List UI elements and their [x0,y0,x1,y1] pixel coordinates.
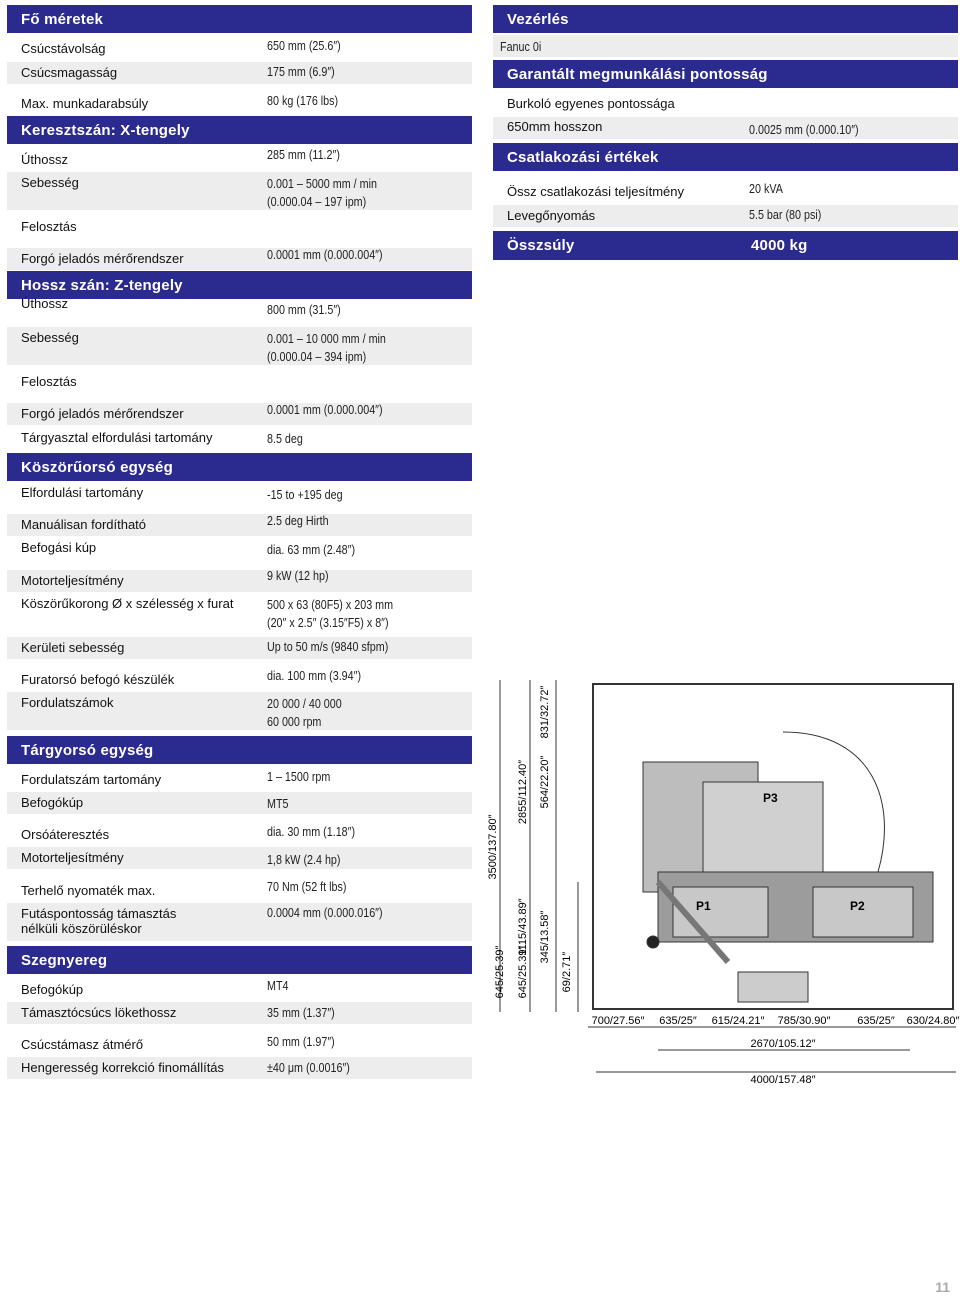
foMeretek-row [7,41,472,63]
szegnyereg-row [7,1037,472,1059]
koszoruorso-row [7,569,472,595]
xTengely-row [7,175,472,213]
spec-value: dia. 63 mm (2.48″) [267,543,356,557]
spec-label: Köszörűkorong Ø x szélesség x furat [21,596,234,611]
label-p1: P1 [696,899,711,913]
spec-value: 0.0004 mm (0.000.016″) [267,906,383,920]
osszsuly-value: 4000 kg [751,237,808,254]
spec-label: Fordulatszámok [21,695,114,710]
szegnyereg-row [7,1005,472,1027]
targyorso-row [7,795,472,817]
spec-label: Forgó jeladós mérőrendszer [21,251,184,266]
page-number: 11 [935,1279,950,1295]
targyorso-row [7,850,472,872]
operator-icon [738,972,808,1002]
csatl-label-1: Levegőnyomás [507,208,596,223]
spec-value: 500 x 63 (80F5) x 203 mm (20″ x 2.5″ (3.15″F5) x 8″) [267,598,394,630]
spec-value: 285 mm (11.2″) [267,148,340,162]
zTengely-row [7,296,472,318]
szegnyereg-row [7,979,472,1004]
vezerles-value: Fanuc 0i [500,40,542,54]
xTengely-row [7,148,472,174]
horizontal-dimension-label: 635/25″ [857,1015,895,1027]
spec-value: 0.0001 mm (0.000.004″) [267,248,383,262]
csatl-value-0: 20 kVA [749,182,783,196]
vertical-dimension-label: 345/13.58″ [539,910,551,964]
spec-value: 0.001 – 10 000 mm / min (0.000.04 – 394 ipm) [267,332,386,364]
spec-label: Futáspontosság támasztás nélküli köszörüléskor [21,906,177,936]
spec-label: Orsóáteresztés [21,827,110,842]
szegnyereg-row [7,1060,472,1082]
spec-label: Sebesség [21,175,79,190]
koszoruorso-header [7,453,472,481]
zTengely-row [7,403,472,428]
vertical-dimension-label: 3500/137.80″ [487,814,499,880]
spec-label: Kerületi sebesség [21,640,125,655]
z-tengely-header [7,271,472,299]
xTengely-row [7,248,472,273]
targyorso-row [7,827,472,849]
vertical-dimension-label: 645/25.39″ [517,945,529,999]
foMeretek-row [7,96,472,118]
vezerles-header [493,5,958,33]
spec-label: Forgó jeladós mérőrendszer [21,406,184,421]
spec-value: Up to 50 m/s (9840 sfpm) [267,640,389,654]
origin-mark [647,936,659,948]
spec-value: -15 to +195 deg [267,488,343,502]
label-p3: P3 [763,791,778,805]
targyorso-header [7,736,472,764]
pontossag-header [493,60,958,88]
spec-value: 0.0001 mm (0.000.004″) [267,403,383,417]
spec-value: 175 mm (6.9″) [267,65,335,79]
osszsuly-header [493,231,958,260]
pontossag-line2: 650mm hosszon [507,119,603,134]
spec-label: Támasztócsúcs lökethossz [21,1005,177,1020]
fo-meretek-title: Fő méretek [21,10,104,28]
horizontal-dimension-label: 635/25″ [659,1015,697,1027]
spec-label: Befogási kúp [21,540,97,555]
pontossag-value: 0.0025 mm (0.000.10″) [749,123,859,137]
spec-value: 70 Nm (52 ft lbs) [267,880,347,894]
koszoruorso-row [7,540,472,562]
spec-label: Fordulatszám tartomány [21,772,162,787]
pontossag-line1: Burkoló egyenes pontossága [507,96,675,111]
spec-value: dia. 100 mm (3.94″) [267,669,362,683]
koszoruorso-row [7,596,472,634]
z-tengely-title: Hossz szán: Z-tengely [21,276,183,294]
spec-label: Sebesség [21,330,79,345]
pontossag-title: Garantált megmunkálási pontosság [507,65,768,83]
zTengely-row [7,330,472,368]
spec-label: Csúcstávolság [21,41,106,56]
koszoruorso-row [7,669,472,694]
spec-value: ±40 μm (0.0016″) [267,1061,350,1075]
machine-layout-drawing [478,672,960,1092]
spec-value: 0.001 – 5000 mm / min (0.000.04 – 197 ipm) [267,177,377,209]
label-p2: P2 [850,899,865,913]
spec-label: Tárgyasztal elfordulási tartomány [21,430,213,445]
total-width-1: 2670/105.12″ [750,1038,816,1050]
vezerles-title: Vezérlés [507,10,569,28]
spec-value: 1,8 kW (2.4 hp) [267,853,341,867]
szegnyereg-header [7,946,472,974]
spec-label: Manuálisan fordítható [21,517,147,532]
horizontal-dimension-label: 700/27.56″ [591,1015,645,1027]
spec-label: Úthossz [21,152,68,167]
koszoruorso-row [7,485,472,507]
spec-value: 1 – 1500 rpm [267,770,331,784]
horizontal-dimension-label: 785/30.90″ [777,1015,831,1027]
vertical-dimension-label: 564/22.20″ [539,755,551,809]
koszoruorso-title: Köszörűorsó egység [21,458,173,476]
koszoruorso-row [7,514,472,539]
spec-value: 80 kg (176 lbs) [267,94,339,108]
spec-label: Felosztás [21,374,77,389]
spec-label: Terhelő nyomaték max. [21,883,156,898]
csatl-value-1: 5.5 bar (80 psi) [749,208,822,222]
spec-value: 650 mm (25.6″) [267,39,341,53]
csatlakozas-title: Csatlakozási értékek [507,148,659,166]
horizontal-dimension-label: 630/24.80″ [906,1015,960,1027]
csatl-label-0: Össz csatlakozási teljesítmény [507,184,685,199]
spec-value: 9 kW (12 hp) [267,569,329,583]
spec-label: Motorteljesítmény [21,573,124,588]
x-tengely-title: Keresztszán: X-tengely [21,121,190,139]
spec-value: MT4 [267,979,289,993]
spec-label: Furatorsó befogó készülék [21,672,175,687]
spec-value: MT5 [267,797,289,811]
spec-label: Befogókúp [21,795,84,810]
spec-label: Csúcstámasz átmérő [21,1037,144,1052]
osszsuly-title: Összsúly [507,237,575,254]
spec-value: 800 mm (31.5″) [267,303,341,317]
spec-label: Max. munkadarabsúly [21,96,149,111]
spec-label: Motorteljesítmény [21,850,124,865]
spec-label: Úthossz [21,296,68,311]
spec-label: Hengeresség korrekció finomállítás [21,1060,225,1075]
foMeretek-row [7,65,472,87]
spec-label: Felosztás [21,219,77,234]
spec-value: 2.5 deg Hirth [267,514,329,528]
vertical-dimension-label: 831/32.72″ [539,685,551,739]
koszoruorso-row [7,640,472,662]
szegnyereg-title: Szegnyereg [21,951,108,969]
targyorso-row [7,880,472,905]
spec-value: 50 mm (1.97″) [267,1035,335,1049]
horizontal-dimension-label: 615/24.21″ [711,1015,765,1027]
zTengely-row [7,374,472,396]
koszoruorso-row [7,695,472,733]
zTengely-row [7,430,472,452]
xTengely-row [7,219,472,241]
vertical-dimension-label: 69/2.71″ [561,951,573,993]
spec-value: 35 mm (1.37″) [267,1006,335,1020]
spec-label: Befogókúp [21,982,84,997]
x-tengely-header [7,116,472,144]
fo-meretek-header [7,5,472,33]
vertical-dimension-label: 645/25.39″ [494,945,506,999]
vertical-dimension-label: 2855/112.40″ [517,759,529,825]
spec-label: Csúcsmagasság [21,65,118,80]
targyorso-row [7,906,472,944]
total-width-2: 4000/157.48″ [750,1074,816,1086]
csatlakozas-header [493,143,958,171]
spec-value: 8.5 deg [267,432,303,446]
spec-value: 20 000 / 40 000 60 000 rpm [267,697,342,729]
targyorso-row [7,772,472,794]
vertical-dimension-label: 1115/43.89″ [517,898,529,956]
spec-label: Elfordulási tartomány [21,485,144,500]
spec-value: dia. 30 mm (1.18″) [267,825,356,839]
targyorso-title: Tárgyorsó egység [21,741,154,759]
